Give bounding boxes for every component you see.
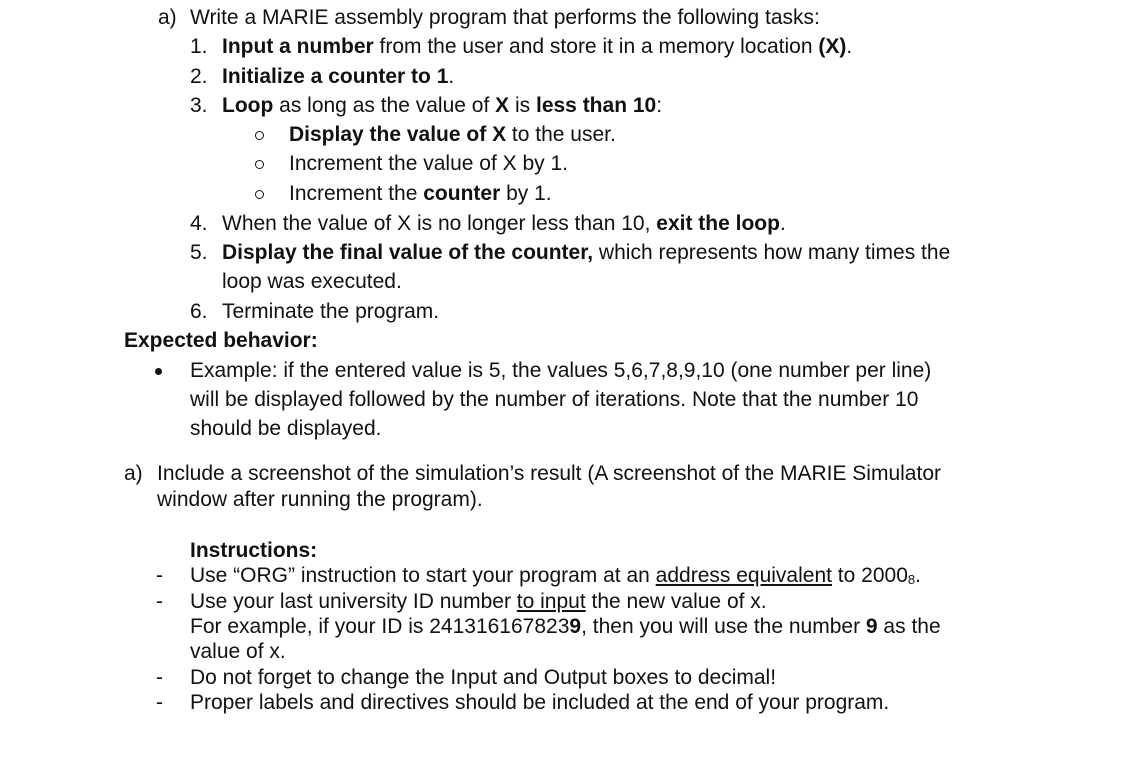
instruction-2: Use your last university ID number to input the new value of x. [190, 590, 767, 613]
expected-heading: Expected behavior: [124, 329, 318, 352]
step-4: When the value of X is no longer less than 10, exit the loop. [222, 212, 786, 235]
part-b-line: Include a screenshot of the simulation’s result (A screenshot of the MARIE Simulator [157, 462, 941, 485]
step-number: 3. [190, 94, 208, 117]
part-b-marker: a) [124, 462, 143, 485]
part-a-intro: Write a MARIE assembly program that performs the following tasks: [190, 6, 820, 29]
step-1: Input a number from the user and store it in a memory location (X). [222, 35, 853, 58]
loop-subitem: Increment the value of X by 1. [289, 152, 568, 175]
step-5-continuation: loop was executed. [222, 270, 402, 293]
dash-bullet: - [156, 564, 163, 587]
step-number: 6. [190, 300, 208, 323]
instruction-2-example: For example, if your ID is 2413161678239, then you will use the number 9 as the [190, 615, 941, 638]
instruction-2-continuation: value of x. [190, 640, 286, 663]
circle-bullet-icon [255, 131, 264, 140]
part-a-marker: a) [158, 6, 177, 29]
step-number: 5. [190, 241, 208, 264]
instruction-4: Proper labels and directives should be included at the end of your program. [190, 691, 890, 714]
step-5: Display the final value of the counter, which represents how many times the [222, 241, 951, 264]
step-2: Initialize a counter to 1. [222, 65, 455, 88]
loop-subitem: Display the value of X to the user. [289, 123, 616, 146]
instruction-1: Use “ORG” instruction to start your program at an address equivalent to $2000_8$. [190, 564, 921, 587]
expected-line: should be displayed. [190, 417, 382, 440]
part-b-line: window after running the program). [157, 488, 483, 511]
dash-bullet: - [156, 666, 163, 689]
step-number: 4. [190, 212, 208, 235]
expected-line: Example: if the entered value is 5, the values 5,6,7,8,9,10 (one number per line) [190, 359, 932, 382]
step-6: Terminate the program. [222, 300, 440, 323]
circle-bullet-icon [255, 160, 264, 169]
to-input-link[interactable]: to input [516, 590, 586, 613]
dash-bullet: - [156, 590, 163, 613]
step-3: Loop as long as the value of X is less than 10: [222, 94, 663, 117]
instructions-heading: Instructions: [190, 539, 318, 562]
step-number: 2. [190, 65, 208, 88]
loop-subitem: Increment the counter by 1. [289, 182, 552, 205]
bullet-icon [155, 368, 162, 375]
address-equivalent-link[interactable]: address equivalent [655, 564, 832, 587]
step-number: 1. [190, 35, 208, 58]
dash-bullet: - [156, 691, 163, 714]
circle-bullet-icon [255, 190, 264, 199]
instruction-3: Do not forget to change the Input and Output boxes to decimal! [190, 666, 777, 689]
expected-line: will be displayed followed by the number of iterations. Note that the number 10 [190, 388, 919, 411]
